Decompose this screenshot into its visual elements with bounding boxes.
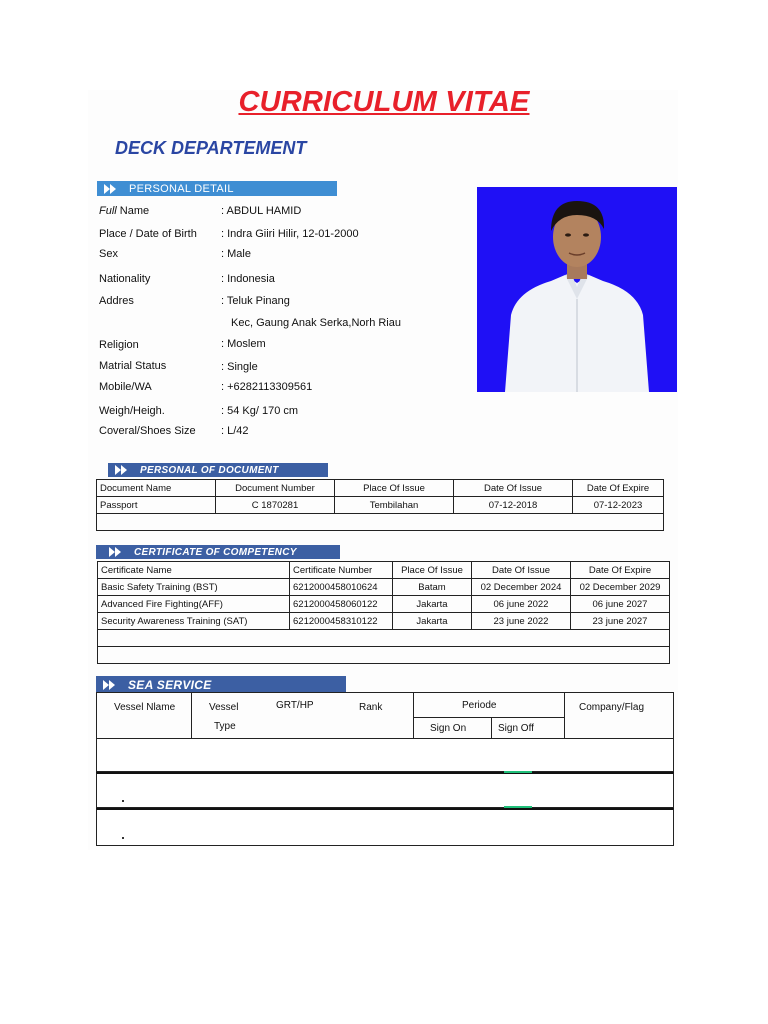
table-row — [98, 579, 670, 596]
table-cell: Basic Safety Training (BST) — [98, 579, 290, 596]
banner-label: SEA SERVICE — [128, 677, 212, 692]
sea-service-table — [96, 692, 674, 846]
header-cell: Date Of Expire — [573, 480, 664, 497]
document-banner — [108, 463, 328, 477]
field-label: Religion — [99, 339, 139, 351]
table-cell: 6212000458060122 — [290, 596, 393, 613]
table-cell: Jakarta — [393, 613, 472, 630]
cv-title: CURRICULUM VITAE — [238, 86, 530, 118]
header-cell: Sign Off — [498, 723, 534, 734]
table-cell: 06 june 2027 — [571, 596, 670, 613]
table-row-empty — [96, 772, 674, 808]
table-row — [98, 596, 670, 613]
table-header-row — [98, 562, 670, 579]
table-cell: 06 june 2022 — [472, 596, 571, 613]
banner-label: CERTIFICATE OF COMPETENCY — [134, 546, 297, 558]
field-label: Coveral/Shoes Size — [99, 425, 196, 437]
table-cell: 02 December 2024 — [472, 579, 571, 596]
table-cell: Security Awareness Training (SAT) — [98, 613, 290, 630]
table-row-empty — [98, 647, 670, 664]
field-value: : 54 Kg/ 170 cm — [221, 405, 299, 417]
field-label: Mobile/WA — [99, 381, 152, 393]
header-cell: Company/Flag — [579, 702, 645, 713]
person-portrait-icon — [477, 187, 677, 392]
table-row-empty — [97, 514, 664, 531]
header-cell: Document Number — [216, 480, 335, 497]
table-cell: 6212000458010624 — [290, 579, 393, 596]
table-cell: 6212000458310122 — [290, 613, 393, 630]
banner-label: PERSONAL DETAIL — [129, 182, 234, 195]
field-label: Nationality — [99, 273, 151, 285]
field-value: : ABDUL HAMID — [221, 205, 302, 217]
table-cell: 02 December 2029 — [571, 579, 670, 596]
chevron-right-icon — [102, 680, 118, 690]
chevron-right-icon — [114, 465, 130, 475]
document-table — [96, 479, 664, 531]
table-cell: 23 june 2027 — [571, 613, 670, 630]
chevron-right-icon — [108, 547, 124, 557]
green-mark — [504, 806, 532, 808]
field-label: Weigh/Heigh. — [99, 405, 165, 417]
table-cell: 07-12-2018 — [454, 497, 573, 514]
banner-label: PERSONAL OF DOCUMENT — [140, 464, 279, 476]
table-row-empty — [96, 808, 674, 846]
field-label: Matrial Status — [99, 360, 167, 372]
field-label: Place / Date of Birth — [99, 228, 197, 240]
table-cell: Batam — [393, 579, 472, 596]
table-row — [98, 613, 670, 630]
field-value: : Male — [221, 248, 251, 260]
header-cell: Date Of Issue — [454, 480, 573, 497]
sea-header — [96, 692, 674, 739]
field-value: : L/42 — [221, 425, 249, 437]
department-heading: DECK DEPARTEMENT — [115, 138, 307, 158]
field-value: Kec, Gaung Anak Serka,Norh Riau — [231, 317, 401, 329]
certificate-table — [97, 561, 670, 664]
header-cell: Place Of Issue — [393, 562, 472, 579]
header-cell: Certificate Number — [290, 562, 393, 579]
header-cell: GRT/HP — [276, 700, 314, 711]
header-cell: Date Of Issue — [472, 562, 571, 579]
table-cell: Jakarta — [393, 596, 472, 613]
table-row — [97, 497, 664, 514]
header-cell: Vessel — [209, 702, 239, 713]
header-cell: Document Name — [97, 480, 216, 497]
chevron-right-icon — [103, 184, 119, 194]
field-value: : +6282113309561 — [221, 381, 313, 393]
table-row-empty — [96, 738, 674, 772]
header-cell: Sign On — [430, 723, 467, 734]
header-cell: Vessel Nlame — [114, 702, 176, 713]
header-cell: Certificate Name — [98, 562, 290, 579]
field-value: : Indra Giiri Hilir, 12-01-2000 — [221, 228, 359, 240]
table-row-empty — [98, 630, 670, 647]
header-cell: Type — [214, 721, 236, 732]
header-cell: Rank — [359, 702, 383, 713]
field-value: : Indonesia — [221, 273, 275, 285]
field-label: Sex — [99, 248, 118, 260]
sea-service-banner — [96, 676, 346, 693]
table-cell: 07-12-2023 — [573, 497, 664, 514]
certificate-banner — [96, 545, 340, 559]
table-header-row — [97, 480, 664, 497]
table-cell: C 1870281 — [216, 497, 335, 514]
header-cell: Date Of Expire — [571, 562, 670, 579]
table-cell: Passport — [97, 497, 216, 514]
field-label: Full Name — [99, 205, 150, 217]
green-mark — [504, 771, 532, 773]
field-value: : Moslem — [221, 338, 266, 350]
profile-photo — [477, 187, 677, 392]
table-cell: Advanced Fire Fighting(AFF) — [98, 596, 290, 613]
table-cell: 23 june 2022 — [472, 613, 571, 630]
field-label: Addres — [99, 295, 134, 307]
table-cell: Tembilahan — [335, 497, 454, 514]
header-cell: Periode — [462, 700, 497, 711]
field-value: : Single — [221, 361, 258, 373]
header-cell: Place Of Issue — [335, 480, 454, 497]
field-value: : Teluk Pinang — [221, 295, 290, 307]
personal-detail-banner — [97, 181, 337, 196]
